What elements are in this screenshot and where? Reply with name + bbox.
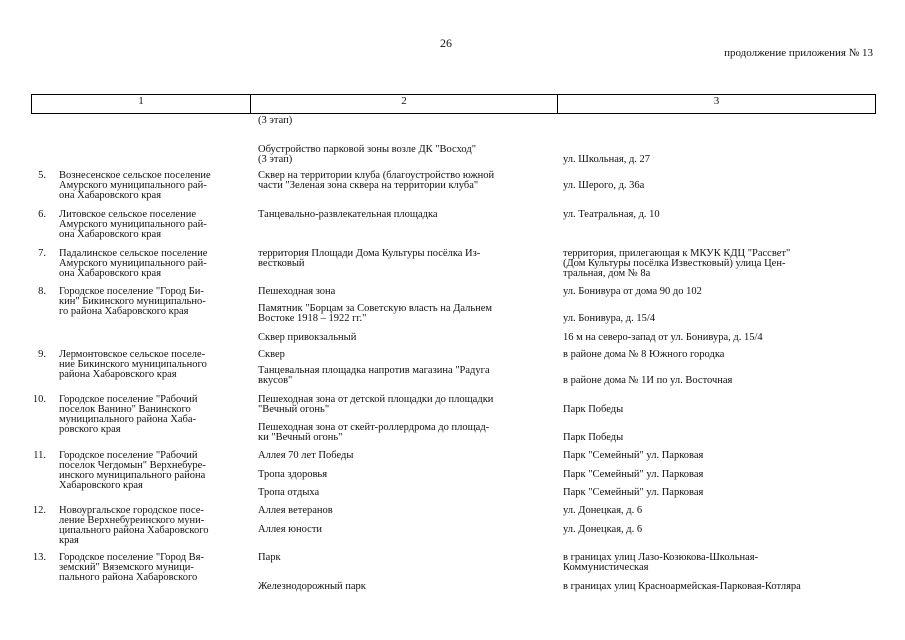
object-address: 16 м на северо-запад от ул. Бонивура, д. 15/4 bbox=[563, 332, 763, 343]
object-address: Парк Победы bbox=[563, 404, 624, 415]
park-zone-address: ул. Школьная, д. 27 bbox=[563, 154, 651, 165]
object-name: "Вечный огонь" bbox=[258, 404, 330, 415]
row-number: 13. bbox=[32, 552, 46, 563]
column-header-3: 3 bbox=[713, 95, 720, 107]
settlement-name: го района Хабаровского края bbox=[59, 306, 189, 317]
settlement-name: Амурского муниципального рай- bbox=[59, 219, 207, 230]
object-address: Парк "Семейный" ул. Парковая bbox=[563, 469, 704, 480]
object-name: Танцевальная площадка напротив магазина "Радуга bbox=[258, 365, 490, 376]
row-number: 5. bbox=[38, 170, 46, 181]
object-name: Сквер на территории клуба (благоустройство южной bbox=[258, 170, 495, 181]
object-name: Танцевально-развлекательная площадка bbox=[258, 209, 438, 220]
object-name: вестковый bbox=[258, 258, 305, 269]
object-address: ул. Шерого, д. 36а bbox=[563, 180, 645, 191]
object-address: ул. Бонивура, д. 15/4 bbox=[563, 313, 656, 324]
settlement-name: она Хабаровского края bbox=[59, 268, 162, 279]
settlement-name: ципального района Хабаровского bbox=[59, 525, 209, 536]
object-name: Сквер привокзальный bbox=[258, 332, 357, 343]
object-address: в границах улиц Лазо-Козюкова-Школьная- bbox=[563, 552, 759, 563]
row-number: 12. bbox=[32, 505, 46, 516]
object-address: ул. Театральная, д. 10 bbox=[563, 209, 660, 220]
park-zone-object: Обустройство парковой зоны возле ДК "Восход" bbox=[258, 144, 476, 155]
settlement-name: Амурского муниципального рай- bbox=[59, 180, 207, 191]
object-address: в районе дома № 8 Южного городка bbox=[563, 349, 725, 360]
continuation-note: продолжение приложения № 13 bbox=[724, 47, 873, 59]
settlement-name: Амурского муниципального рай- bbox=[59, 258, 207, 269]
column-header-2: 2 bbox=[251, 95, 558, 113]
page-number: 26 bbox=[440, 36, 452, 50]
settlement-name: Городское поселение "Город Вя- bbox=[59, 552, 205, 563]
object-address: Парк "Семейный" ул. Парковая bbox=[563, 487, 704, 498]
row-number: 11. bbox=[33, 450, 46, 461]
settlement-name: Литовское сельское поселение bbox=[59, 209, 196, 220]
row-number: 7. bbox=[38, 248, 46, 259]
settlement-name: Городское поселение "Рабочий bbox=[59, 450, 198, 461]
column-header-1: 1 bbox=[32, 95, 251, 113]
object-name: части "Зеленая зона сквера на территории клуба" bbox=[258, 180, 479, 191]
object-address: ул. Донецкая, д. 6 bbox=[563, 524, 643, 535]
row-number: 10. bbox=[32, 394, 46, 405]
settlement-name: ровского края bbox=[59, 424, 121, 435]
settlement-name: она Хабаровского края bbox=[59, 229, 162, 240]
settlement-name: края bbox=[59, 535, 79, 546]
settlement-name: муниципального района Хаба- bbox=[59, 414, 196, 425]
settlement-name: поселок Чегдомын" Верхнебуре- bbox=[59, 460, 206, 471]
object-name: территория Площади Дома Культуры посёлка Из- bbox=[258, 248, 481, 259]
object-address: Коммунистическая bbox=[563, 562, 649, 573]
settlement-name: пального района Хабаровского bbox=[59, 572, 198, 583]
object-name: Сквер bbox=[258, 349, 285, 360]
settlement-name: Лермонтовское сельское поселе- bbox=[59, 349, 206, 360]
object-name: Парк bbox=[258, 552, 281, 563]
object-address: (Дом Культуры посёлка Известковый) улица Цен- bbox=[563, 258, 786, 269]
settlement-name: земский" Вяземского муници- bbox=[59, 562, 194, 573]
object-address: ул. Донецкая, д. 6 bbox=[563, 505, 643, 516]
stage-tail-text: (3 этап) bbox=[258, 115, 293, 126]
settlement-name: Хабаровского края bbox=[59, 480, 143, 491]
object-name: Аллея 70 лет Победы bbox=[258, 450, 354, 461]
settlement-name: района Хабаровского края bbox=[59, 369, 177, 380]
row-number: 9. bbox=[38, 349, 46, 360]
settlement-name: кин" Бикинского муниципально- bbox=[59, 296, 206, 307]
object-name: Памятник "Борцам за Советскую власть на Дальнем bbox=[258, 303, 493, 314]
object-address: в границах улиц Красноармейская-Парковая-Котляра bbox=[563, 581, 801, 592]
settlement-name: Новоургальское городское посе- bbox=[59, 505, 204, 516]
settlement-name: ление Верхнебуреинского муни- bbox=[59, 515, 205, 526]
object-address: в районе дома № 1И по ул. Восточная bbox=[563, 375, 733, 386]
object-name: Железнодорожный парк bbox=[258, 581, 366, 592]
table-header bbox=[31, 94, 876, 114]
settlement-name: поселок Ванино" Ванинского bbox=[59, 404, 191, 415]
settlement-name: Городское поселение "Рабочий bbox=[59, 394, 198, 405]
object-name: Тропа здоровья bbox=[258, 469, 328, 480]
row-number: 8. bbox=[38, 286, 46, 297]
object-name: Пешеходная зона от детской площадки до площадки bbox=[258, 394, 494, 405]
settlement-name: ние Бикинского муниципального bbox=[59, 359, 207, 370]
settlement-name: она Хабаровского края bbox=[59, 190, 162, 201]
object-name: Востоке 1918 – 1922 гг." bbox=[258, 313, 367, 324]
object-name: Пешеходная зона от скейт-роллердрома до площад- bbox=[258, 422, 490, 433]
object-name: Пешеходная зона bbox=[258, 286, 336, 297]
object-address: территория, прилегающая к МКУК КДЦ "Рассвет" bbox=[563, 248, 791, 259]
settlement-name: Падалинское сельское поселение bbox=[59, 248, 208, 259]
settlement-name: Городское поселение "Город Би- bbox=[59, 286, 204, 297]
object-name: Тропа отдыха bbox=[258, 487, 320, 498]
settlement-name: инского муниципального района bbox=[59, 470, 206, 481]
row-number: 6. bbox=[38, 209, 46, 220]
object-name: Аллея ветеранов bbox=[258, 505, 333, 516]
object-address: тральная, дом № 8а bbox=[563, 268, 651, 279]
object-address: ул. Бонивура от дома 90 до 102 bbox=[563, 286, 702, 297]
object-name: вкусов" bbox=[258, 375, 293, 386]
settlement-name: Вознесенское сельское поселение bbox=[59, 170, 211, 181]
object-address: Парк Победы bbox=[563, 432, 624, 443]
object-name: ки "Вечный огонь" bbox=[258, 432, 343, 443]
park-zone-stage: (3 этап) bbox=[258, 154, 293, 165]
object-address: Парк "Семейный" ул. Парковая bbox=[563, 450, 704, 461]
object-name: Аллея юности bbox=[258, 524, 323, 535]
